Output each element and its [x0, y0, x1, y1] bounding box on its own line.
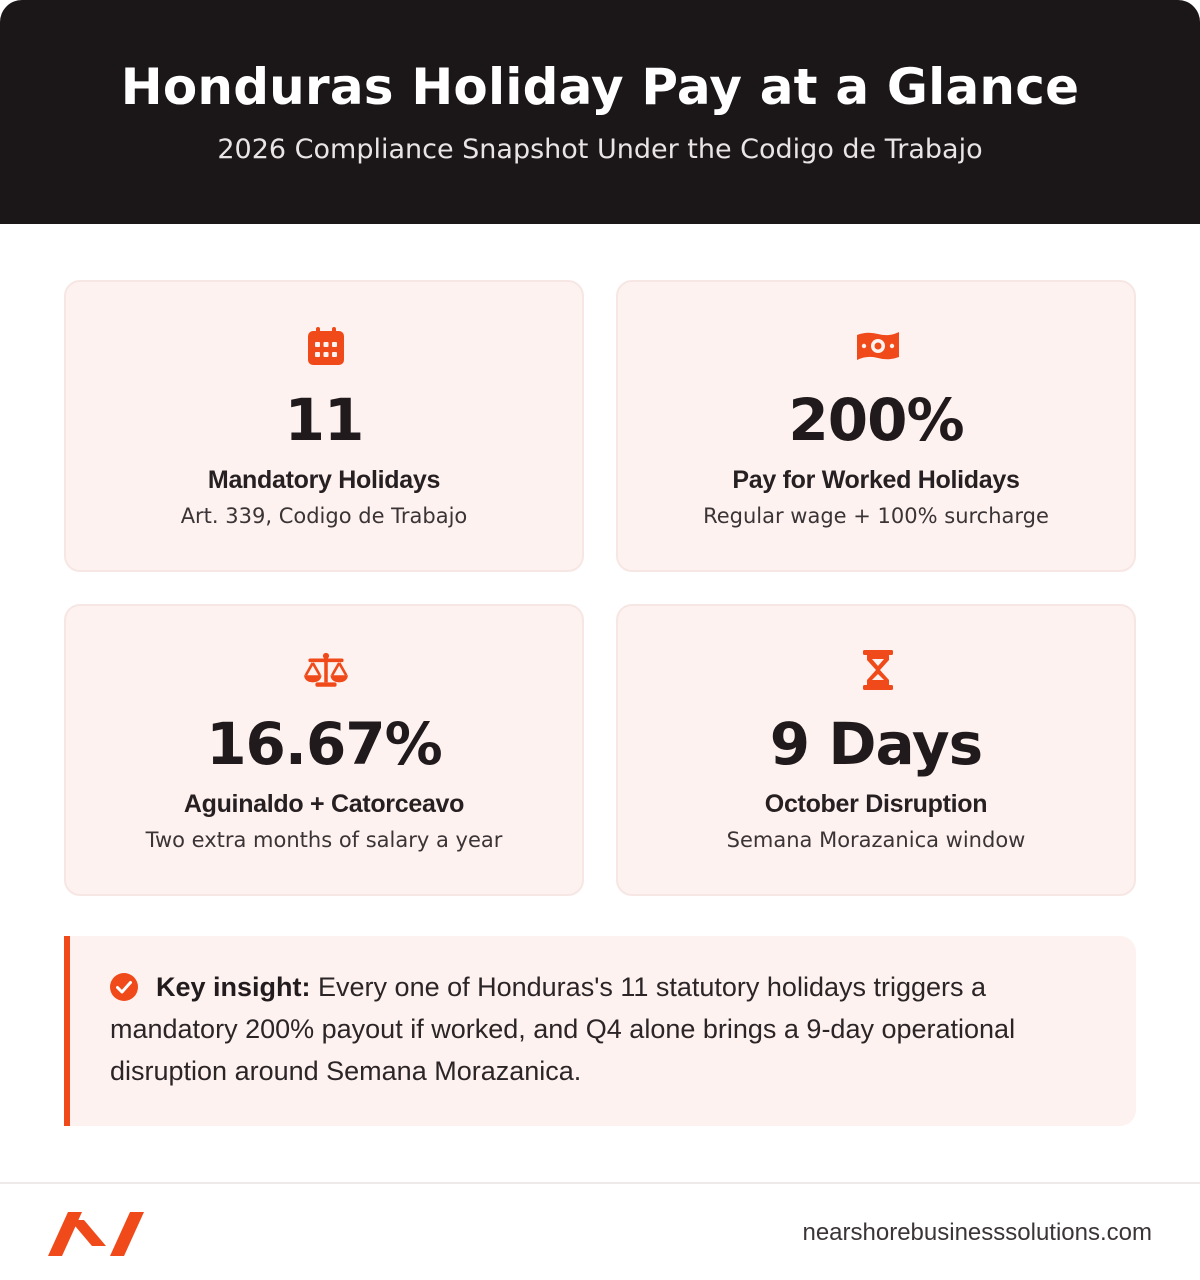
- stat-card-pay: [616, 280, 1136, 572]
- footer: [0, 1182, 1200, 1280]
- stat-label: October Disruption: [764, 790, 988, 818]
- page-title: Honduras Holiday Pay at a Glance: [120, 58, 1080, 116]
- stat-card-disruption: [616, 604, 1136, 896]
- stat-label: Aguinaldo + Catorceavo: [183, 790, 465, 818]
- stat-value: 9 Days: [769, 710, 983, 778]
- hourglass-icon: [856, 648, 900, 692]
- check-circle-icon: [110, 973, 138, 1001]
- website-link[interactable]: nearshorebusinesssolutions.com: [802, 1219, 1152, 1246]
- insight-text-block: [110, 966, 1110, 1092]
- calendar-icon: [304, 324, 348, 368]
- stat-description: Two extra months of salary a year: [145, 828, 503, 852]
- stat-description: Semana Morazanica window: [726, 828, 1026, 852]
- stat-value: 200%: [788, 386, 964, 454]
- stat-card-holidays: [64, 280, 584, 572]
- stat-value: 11: [284, 386, 364, 454]
- scale-balance-icon: [304, 648, 348, 692]
- stat-label: Mandatory Holidays: [207, 466, 441, 494]
- brand-logo-icon: [46, 1208, 146, 1258]
- key-insight-callout: [64, 936, 1136, 1126]
- money-bill-icon: [856, 324, 900, 368]
- stat-value: 16.67%: [206, 710, 442, 778]
- header-banner: [0, 0, 1200, 224]
- page-subtitle: 2026 Compliance Snapshot Under the Codigo de Trabajo: [217, 134, 983, 165]
- insight-lead: Key insight:: [156, 972, 311, 1002]
- stat-label: Pay for Worked Holidays: [732, 466, 1020, 494]
- stat-card-bonus: [64, 604, 584, 896]
- stat-description: Art. 339, Codigo de Trabajo: [180, 504, 468, 528]
- stat-description: Regular wage + 100% surcharge: [703, 504, 1049, 528]
- insight-body: Every one of Honduras's 11 statutory holidays triggers a mandatory 200% payout if worked, and Q4 alone brings a 9-day operational disruption around Semana Morazanica.: [110, 972, 1016, 1086]
